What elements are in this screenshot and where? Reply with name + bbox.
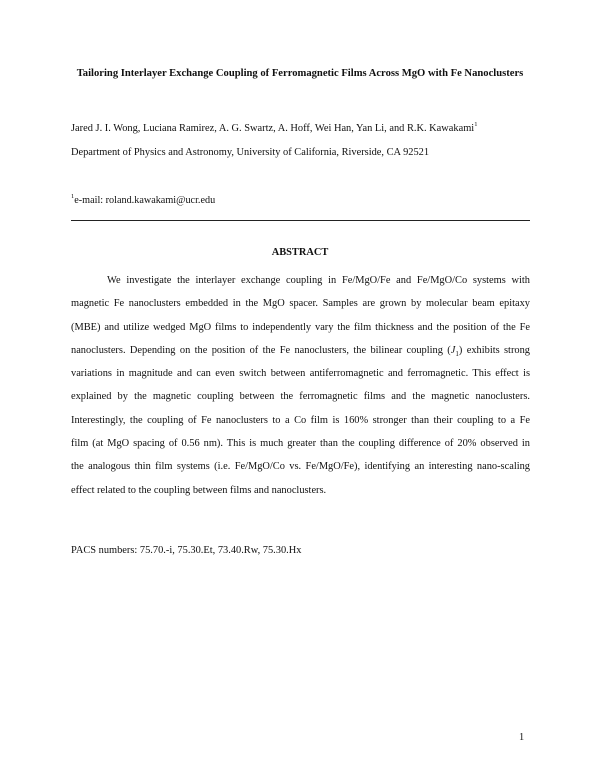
abstract-body xyxy=(71,274,530,507)
affiliation: Department of Physics and Astronomy, University of California, Riverside, CA 92521 xyxy=(71,147,430,158)
abstract-line: magnetic Fe nanoclusters embedded in the MgO spacer. Samples are grown by molecular beam epitaxy xyxy=(71,298,530,310)
abstract-line: (MBE) and utilize wedged MgO films to independently vary the film thickness and the position of the Fe xyxy=(71,321,530,333)
author-list xyxy=(71,123,477,134)
page-number: 1 xyxy=(519,732,525,743)
abstract-line: the analogous thin film systems (i.e. Fe/MgO/Co vs. Fe/MgO/Fe), identifying an interesting nano-scaling xyxy=(71,461,530,473)
abstract-line: film (at MgO spacing of 0.56 nm). This is much greater than the coupling difference of 20% observed in xyxy=(71,438,530,450)
email-footnote xyxy=(71,195,215,206)
abstract-line: nanoclusters. Depending on the position of the Fe nanoclusters, the bilinear coupling $(J_1)$ exhibits strong xyxy=(71,344,530,358)
abstract-line: We investigate the interlayer exchange coupling in Fe/MgO/Fe and Fe/MgO/Co systems with xyxy=(107,275,530,286)
email-text: e-mail: roland.kawakami@ucr.edu xyxy=(74,195,216,206)
abstract-line: Interestingly, the coupling of Fe nanoclusters to a Co film is 160% stronger than their coupling to a Fe xyxy=(71,414,530,426)
abstract-line: variations in magnitude and can even switch between antiferromagnetic and ferromagnetic. This effect is xyxy=(71,368,530,380)
pacs-numbers: PACS numbers: 75.70.-i, 75.30.Et, 73.40.Rw, 75.30.Hx xyxy=(71,545,302,556)
email-footnote-mark: 1 xyxy=(71,193,75,200)
abstract-line: explained by the magnetic coupling between the ferromagnetic films and the magnetic nanoclusters. xyxy=(71,391,530,403)
paper-title: Tailoring Interlayer Exchange Coupling of Ferromagnetic Films Across MgO with Fe Nanoclusters xyxy=(76,68,524,79)
abstract-heading: ABSTRACT xyxy=(271,247,329,258)
divider-rule xyxy=(71,220,530,221)
author-footnote-mark: 1 xyxy=(474,121,478,128)
author-names: Jared J. I. Wong, Luciana Ramirez, A. G. Swartz, A. Hoff, Wei Han, Yan Li, and R.K. Kawakami xyxy=(71,123,475,134)
abstract-line: effect related to the coupling between films and nanoclusters. xyxy=(71,484,327,496)
